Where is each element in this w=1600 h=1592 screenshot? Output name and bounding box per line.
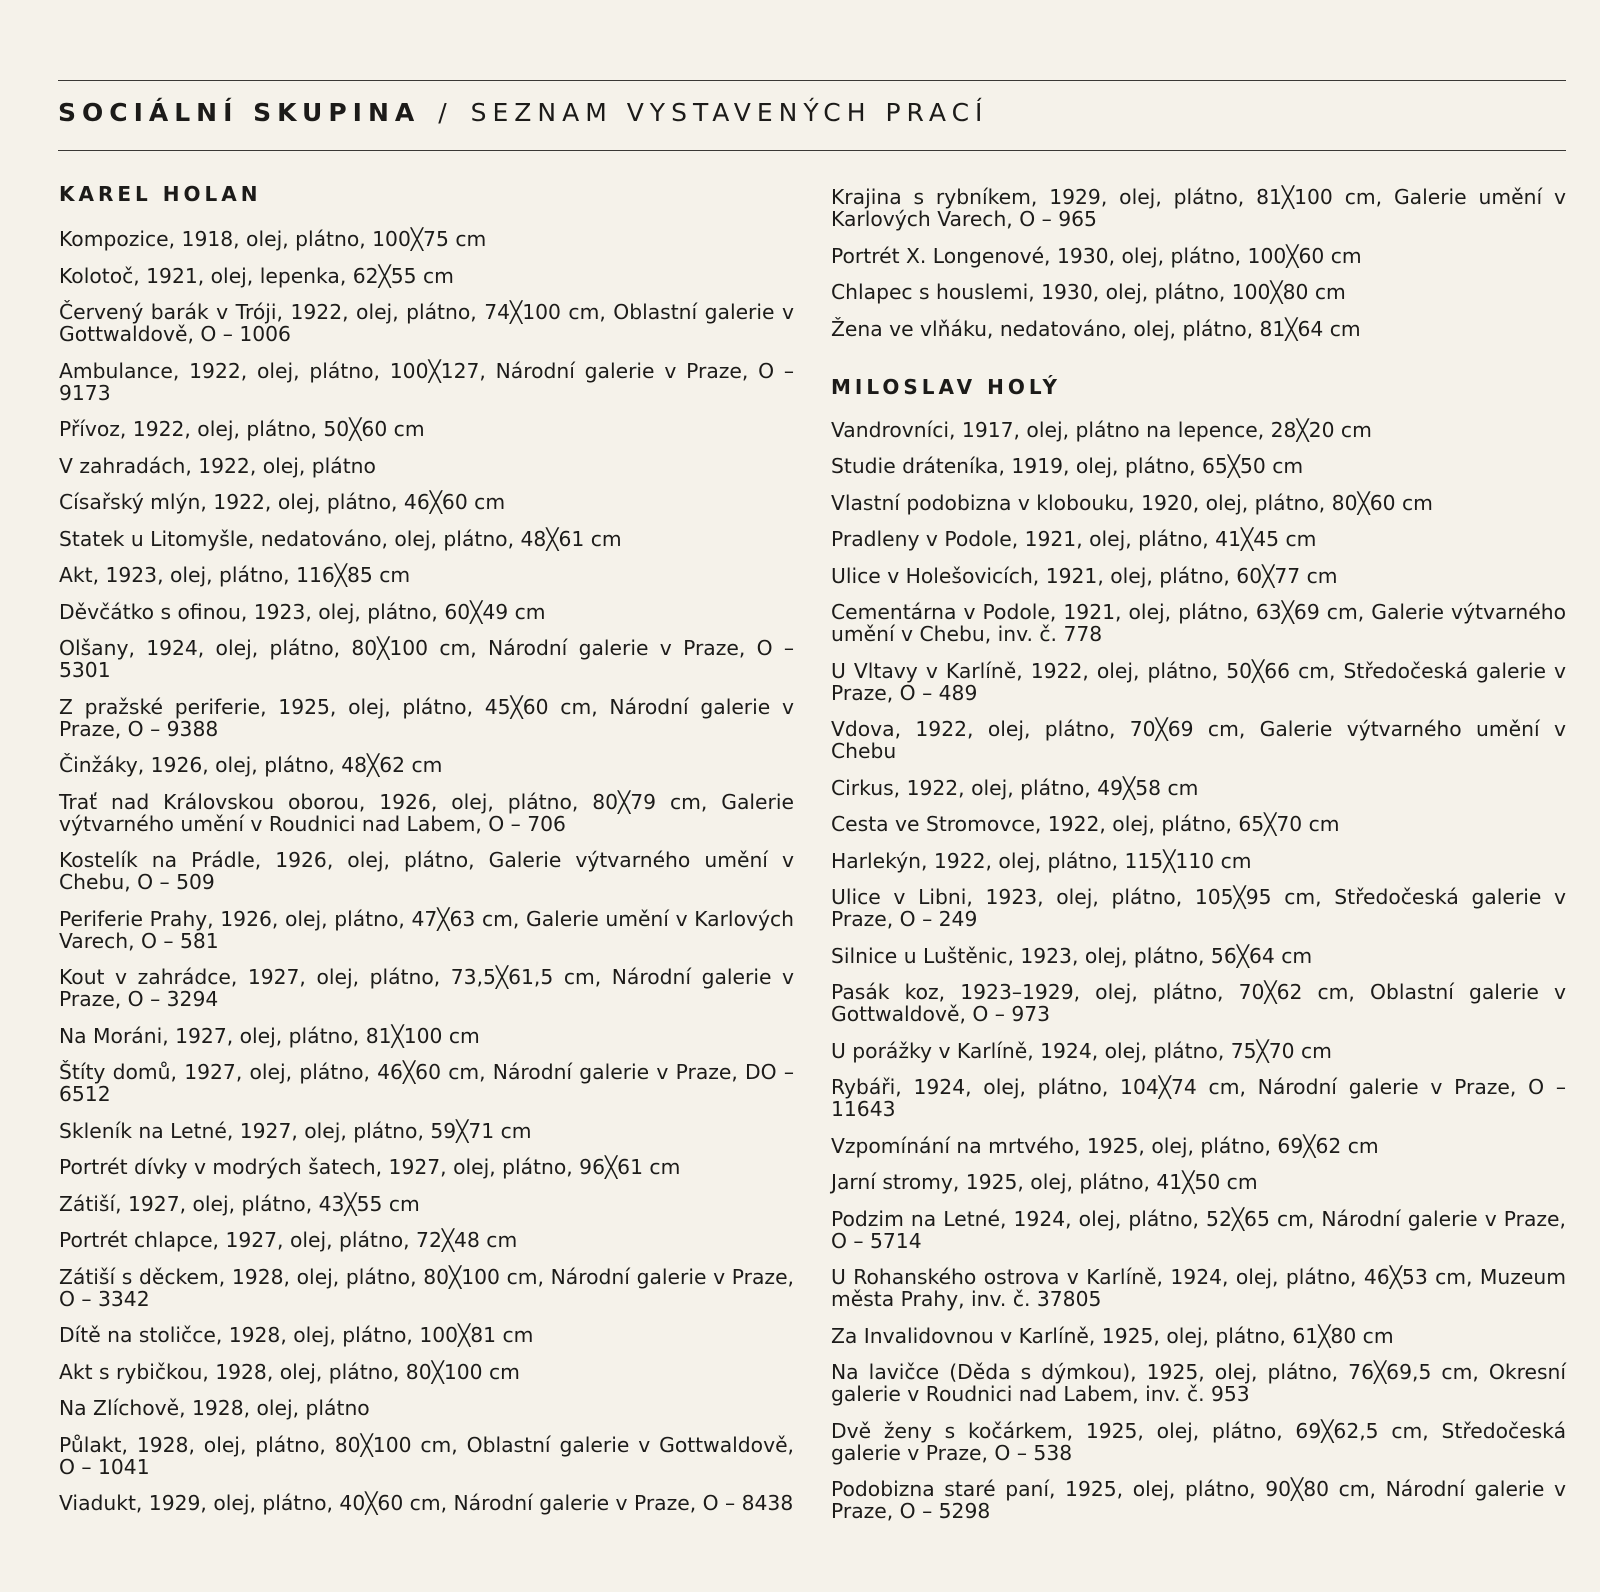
work-entry: Zátiší s děckem, 1928, olej, plátno, 80╳100 cm, Národní galerie v Praze, O – 3342 — [59, 1264, 794, 1311]
page-heading — [58, 96, 988, 130]
works-list-holy — [831, 419, 1566, 1523]
work-entry: Ambulance, 1922, olej, plátno, 100╳127, Národní galerie v Praze, O – 9173 — [59, 358, 794, 405]
work-entry: Žena ve vlňáku, nedatováno, olej, plátno, 81╳64 cm — [831, 316, 1361, 341]
work-entry: Cirkus, 1922, olej, plátno, 49╳58 cm — [831, 775, 1199, 800]
works-list-holan — [59, 228, 794, 1514]
left-column — [59, 180, 794, 1529]
work-entry: Silnice u Luštěnic, 1923, olej, plátno, 56╳64 cm — [831, 943, 1313, 968]
heading-subtitle: SEZNAM VYSTAVENÝCH PRACÍ — [470, 98, 989, 127]
work-entry: Ulice v Holešovicích, 1921, olej, plátno, 60╳77 cm — [831, 563, 1338, 588]
work-entry: Akt s rybičkou, 1928, olej, plátno, 80╳100 cm — [59, 1359, 520, 1384]
work-entry: Pasák koz, 1923–1929, olej, plátno, 70╳62 cm, Oblastní galerie v Gottwaldově, O – 973 — [831, 980, 1566, 1026]
artist-name-holan: KAREL HOLAN — [59, 182, 262, 206]
work-entry: Dvě ženy s kočárkem, 1925, olej, plátno, 69╳62,5 cm, Středočeská galerie v Praze, O – 538 — [831, 1418, 1566, 1465]
work-entry: Činžáky, 1926, olej, plátno, 48╳62 cm — [59, 753, 443, 777]
work-entry: Podzim na Letné, 1924, olej, plátno, 52╳65 cm, Národní galerie v Praze, O – 5714 — [831, 1206, 1566, 1253]
work-entry: Portrét dívky v modrých šatech, 1927, olej, plátno, 96╳61 cm — [59, 1155, 681, 1179]
work-entry: Portrét chlapce, 1927, olej, plátno, 72╳48 cm — [59, 1228, 518, 1252]
work-entry: Na Moráni, 1927, olej, plátno, 81╳100 cm — [59, 1023, 480, 1048]
work-entry: Trať nad Královskou oborou, 1926, olej, plátno, 80╳79 cm, Galerie výtvarného umění v Roudnici nad Labem, O – 706 — [59, 789, 794, 836]
work-entry: Harlekýn, 1922, olej, plátno, 115╳110 cm — [831, 848, 1252, 873]
work-entry: Kolotoč, 1921, olej, lepenka, 62╳55 cm — [59, 263, 454, 288]
work-entry: Krajina s rybníkem, 1929, olej, plátno, 81╳100 cm, Galerie umění v Karlových Varech, O – 965 — [831, 185, 1566, 231]
work-entry: Pradleny v Podole, 1921, olej, plátno, 41╳45 cm — [831, 527, 1317, 551]
works-list-holan-continued — [831, 186, 1566, 340]
work-entry: Podobizna staré paní, 1925, olej, plátno, 90╳80 cm, Národní galerie v Praze, O – 5298 — [831, 1477, 1566, 1523]
work-entry: Skleník na Letné, 1927, olej, plátno, 59╳71 cm — [59, 1118, 532, 1143]
work-entry: Z pražské periferie, 1925, olej, plátno, 45╳60 cm, Národní galerie v Praze, O – 9388 — [59, 694, 794, 741]
work-entry: Císařský mlýn, 1922, olej, plátno, 46╳60 cm — [59, 490, 506, 514]
work-entry: Jarní stromy, 1925, olej, plátno, 41╳50 cm — [831, 1170, 1258, 1194]
work-entry: Olšany, 1924, olej, plátno, 80╳100 cm, Národní galerie v Praze, O – 5301 — [59, 636, 794, 682]
work-entry: Vlastní podobizna v klobouku, 1920, olej, plátno, 80╳60 cm — [831, 490, 1433, 515]
work-entry: Děvčátko s ofinou, 1923, olej, plátno, 60╳49 cm — [59, 599, 546, 624]
work-entry: U Vltavy v Karlíně, 1922, olej, plátno, 50╳66 cm, Středočeská galerie v Praze, O – 489 — [831, 658, 1566, 705]
work-entry: Na lavičce (Děda s dýmkou), 1925, olej, plátno, 76╳69,5 cm, Okresní galerie v Roudnici nad Labem, inv. č. 953 — [831, 1360, 1566, 1406]
work-entry: Červený barák v Tróji, 1922, olej, plátno, 74╳100 cm, Oblastní galerie v Gottwaldově, O – 1006 — [59, 300, 794, 346]
work-entry: Ulice v Libni, 1923, olej, plátno, 105╳95 cm, Středočeská galerie v Praze, O – 249 — [831, 885, 1566, 931]
heading-title: SOCIÁLNÍ SKUPINA — [58, 98, 421, 127]
work-entry: Zátiší, 1927, olej, plátno, 43╳55 cm — [59, 1191, 420, 1216]
work-entry: Chlapec s houslemi, 1930, olej, plátno, 100╳80 cm — [831, 280, 1346, 304]
work-entry: Půlakt, 1928, olej, plátno, 80╳100 cm, Oblastní galerie v Gottwaldově, O – 1041 — [59, 1432, 794, 1479]
work-entry: Za Invalidovnou v Karlíně, 1925, olej, plátno, 61╳80 cm — [831, 1323, 1394, 1348]
header-bottom-rule — [58, 150, 1566, 151]
artist-name-holy: MILOSLAV HOLÝ — [831, 374, 1061, 399]
work-entry: Vandrovníci, 1917, olej, plátno na lepence, 28╳20 cm — [831, 417, 1372, 442]
work-entry: U Rohanského ostrova v Karlíně, 1924, olej, plátno, 46╳53 cm, Muzeum města Prahy, inv. č. 37805 — [831, 1265, 1566, 1311]
work-entry: Portrét X. Longenové, 1930, olej, plátno, 100╳60 cm — [831, 243, 1362, 268]
work-entry: Akt, 1923, olej, plátno, 116╳85 cm — [59, 563, 411, 587]
work-entry: Kostelík na Prádle, 1926, olej, plátno, Galerie výtvarného umění v Chebu, O – 509 — [59, 848, 794, 894]
work-entry: Statek u Litomyšle, nedatováno, olej, plátno, 48╳61 cm — [59, 526, 622, 551]
work-entry: Vzpomínání na mrtvého, 1925, olej, plátno, 69╳62 cm — [831, 1133, 1379, 1158]
work-entry: Periferie Prahy, 1926, olej, plátno, 47╳63 cm, Galerie umění v Karlových Varech, O – 581 — [59, 906, 794, 953]
work-entry: Štíty domů, 1927, olej, plátno, 46╳60 cm, Národní galerie v Praze, DO – 6512 — [59, 1060, 794, 1106]
work-entry: Přívoz, 1922, olej, plátno, 50╳60 cm — [59, 417, 425, 441]
work-entry: Kout v zahrádce, 1927, olej, plátno, 73,5╳61,5 cm, Národní galerie v Praze, O – 3294 — [59, 965, 794, 1011]
work-entry: Studie dráteníka, 1919, olej, plátno, 65╳50 cm — [831, 454, 1304, 478]
work-entry: Kompozice, 1918, olej, plátno, 100╳75 cm — [59, 227, 487, 251]
work-entry: Na Zlíchově, 1928, olej, plátno — [59, 1396, 370, 1420]
work-entry: U porážky v Karlíně, 1924, olej, plátno, 75╳70 cm — [831, 1038, 1332, 1063]
work-entry: Cesta ve Stromovce, 1922, olej, plátno, 65╳70 cm — [831, 812, 1340, 836]
header-top-rule — [58, 80, 1566, 81]
work-entry: Dítě na stoličce, 1928, olej, plátno, 100╳81 cm — [59, 1323, 534, 1347]
work-entry: V zahradách, 1922, olej, plátno — [59, 453, 376, 478]
work-entry: Cementárna v Podole, 1921, olej, plátno, 63╳69 cm, Galerie výtvarného umění v Chebu, inv. č. 778 — [831, 600, 1566, 646]
work-entry: Vdova, 1922, olej, plátno, 70╳69 cm, Galerie výtvarného umění v Chebu — [831, 717, 1566, 763]
right-column — [831, 186, 1566, 1537]
heading-separator: / — [438, 98, 453, 127]
work-entry: Viadukt, 1929, olej, plátno, 40╳60 cm, Národní galerie v Praze, O – 8438 — [59, 1491, 794, 1515]
work-entry: Rybáři, 1924, olej, plátno, 104╳74 cm, Národní galerie v Praze, O – 11643 — [831, 1075, 1566, 1121]
